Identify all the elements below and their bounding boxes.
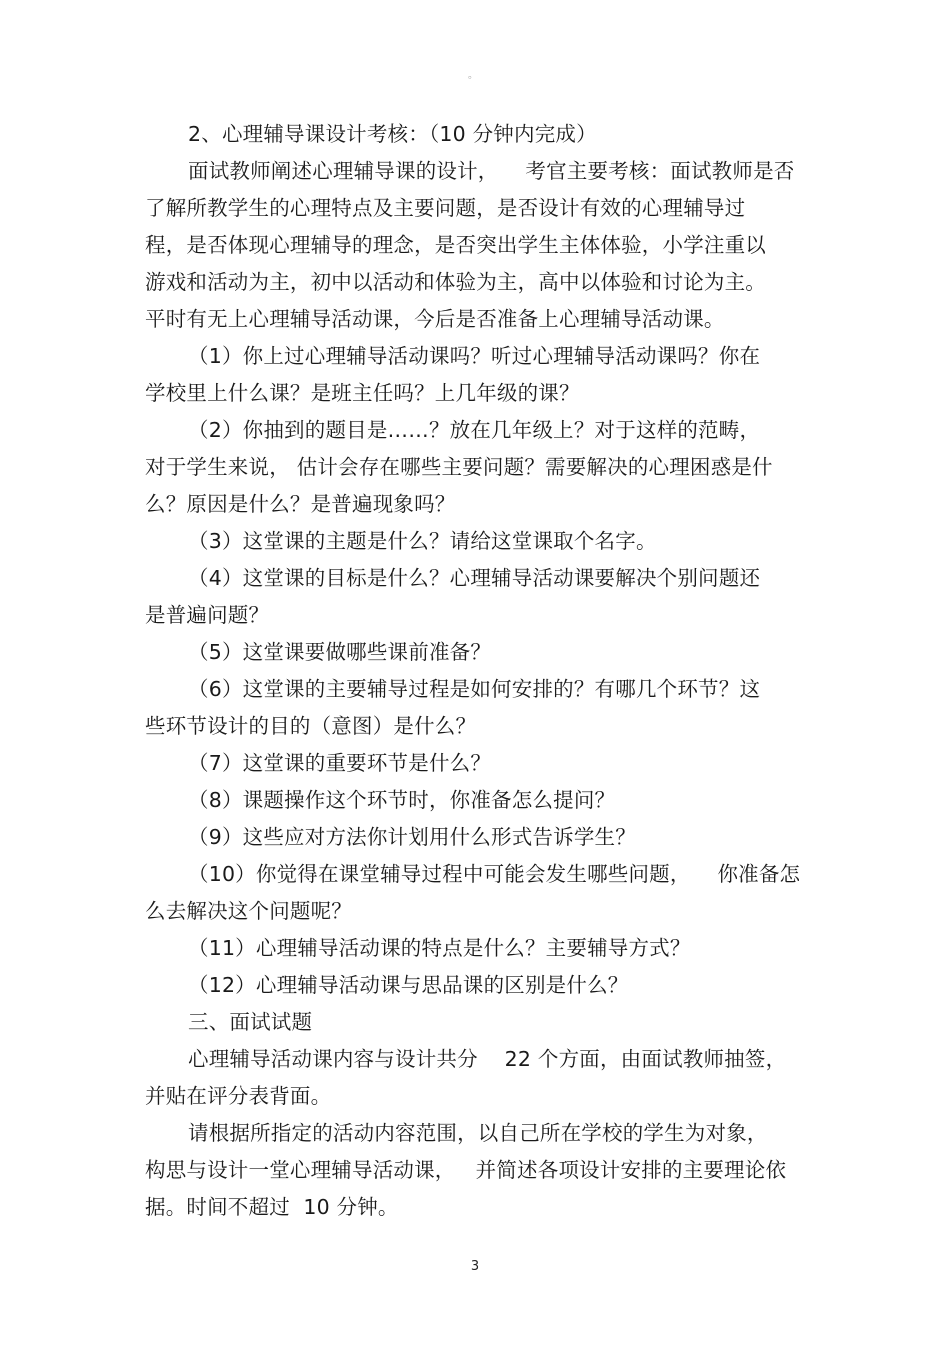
text-line: 并贴在评分表背面。: [145, 1084, 332, 1108]
text-line: 三、面试试题: [188, 1010, 313, 1034]
text-line: 游戏和活动为主，初中以活动和体验为主，高中以体验和讨论为主。: [145, 270, 766, 294]
text-line: （7）这堂课的重要环节是什么？: [188, 751, 492, 775]
text-line: 么去解决这个问题呢？: [145, 899, 352, 923]
text-line: （12）心理辅导活动课与思品课的区别是什么？: [188, 973, 629, 997]
text-line: （9）这些应对方法你计划用什么形式告诉学生？: [188, 825, 636, 849]
page-number: 3: [470, 1259, 480, 1274]
text-line: （6）这堂课的主要辅导过程是如何安排的？有哪几个环节？这: [188, 677, 761, 701]
text-line: 程，是否体现心理辅导的理念，是否突出学生主体体验，小学注重以: [145, 233, 766, 257]
text-line: （10）你觉得在课堂辅导过程中可能会发生哪些问题， 你准备怎: [188, 862, 801, 886]
text-line: 据。时间不超过 10 分钟。: [145, 1195, 399, 1219]
text-line: 对于学生来说， 估计会存在哪些主要问题？需要解决的心理困惑是什: [145, 455, 773, 479]
text-line: （5）这堂课要做哪些课前准备？: [188, 640, 492, 664]
text-line: （8）课题操作这个环节时，你准备怎么提问？: [188, 788, 616, 812]
text-line: 面试教师阐述心理辅导课的设计， 考官主要考核：面试教师是否: [188, 159, 795, 183]
text-line: （2）你抽到的题目是……？放在几年级上？对于这样的范畴，: [188, 418, 761, 442]
text-line: 平时有无上心理辅导活动课，今后是否准备上心理辅导活动课。: [145, 307, 725, 331]
text-line: 构思与设计一堂心理辅导活动课， 并简述各项设计安排的主要理论依: [145, 1158, 787, 1182]
text-line: （4）这堂课的目标是什么？心理辅导活动课要解决个别问题还: [188, 566, 761, 590]
text-line: 么？原因是什么？是普遍现象吗？: [145, 492, 456, 516]
text-line: 些环节设计的目的（意图）是什么？: [145, 714, 477, 738]
document-body: [145, 116, 810, 1226]
text-line: （3）这堂课的主题是什么？请给这堂课取个名字。: [188, 529, 657, 553]
text-line: 2、心理辅导课设计考核：（10 分钟内完成）: [188, 122, 597, 146]
text-line: 请根据所指定的活动内容范围，以自己所在学校的学生为对象，: [188, 1121, 768, 1145]
text-line: 是普遍问题？: [145, 603, 270, 627]
text-line: 学校里上什么课？是班主任吗？上几年级的课？: [145, 381, 580, 405]
text-line: （11）心理辅导活动课的特点是什么？主要辅导方式？: [188, 936, 691, 960]
text-line: （1）你上过心理辅导活动课吗？听过心理辅导活动课吗？你在: [188, 344, 761, 368]
text-line: 心理辅导活动课内容与设计共分 22 个方面，由面试教师抽签，: [188, 1047, 787, 1071]
text-line: 了解所教学生的心理特点及主要问题，是否设计有效的心理辅导过: [145, 196, 746, 220]
header-mark: 。: [468, 70, 478, 81]
